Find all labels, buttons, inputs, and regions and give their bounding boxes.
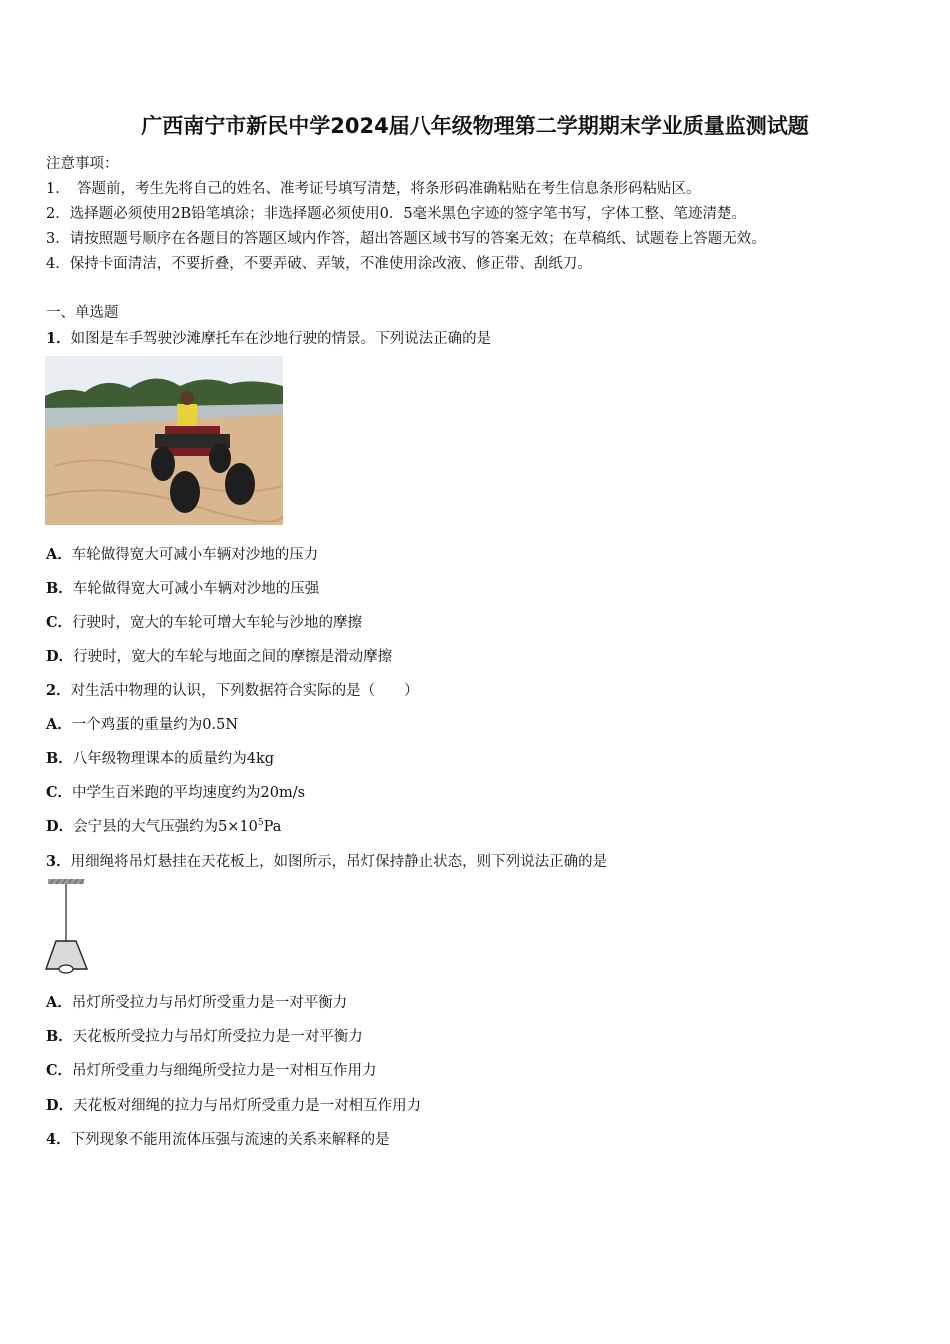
q2-option-d: D．会宁县的大气压强约为$5\times 10^5Pa$ xyxy=(46,818,282,835)
question-3 xyxy=(46,850,607,871)
question-text: 下列现象不能用流体压强与流速的关系来解释的是 xyxy=(70,1132,390,1148)
question-text: 如图是车手驾驶沙滩摩托车在沙地行驶的情景。下列说法正确的是 xyxy=(70,331,492,347)
question-2 xyxy=(46,679,419,700)
q1-option-b: B．车轮做得宽大可减小车辆对沙地的压强 xyxy=(46,580,320,597)
atv-on-beach-photo xyxy=(45,356,283,525)
q2-option-b: B．八年级物理课本的质量约为4kg xyxy=(46,750,275,767)
q1-option-a: A．车轮做得宽大可减小车辆对沙地的压力 xyxy=(46,546,319,563)
note-item-1: 1． 答题前，考生先将自己的姓名、准考证号填写清楚，将条形码准确粘贴在考生信息条形码粘贴区。 xyxy=(46,181,701,197)
q3-option-c: C．吊灯所受重力与细绳所受拉力是一对相互作用力 xyxy=(46,1062,377,1079)
page-title: 广西南宁市新民中学2024届八年级物理第二学期期末学业质量监测试题 xyxy=(141,114,809,138)
q1-option-d: D．行驶时，宽大的车轮与地面之间的摩擦是滑动摩擦 xyxy=(46,648,393,665)
question-text: 用细绳将吊灯悬挂在天花板上，如图所示，吊灯保持静止状态，则下列说法正确的是 xyxy=(70,854,608,870)
q1-option-c: C．行驶时，宽大的车轮可增大车轮与沙地的摩擦 xyxy=(46,614,363,631)
note-item-2: 2．选择题必须使用2B铅笔填涂；非选择题必须使用0．5毫米黑色字迹的签字笔书写，字体工整、笔迹清楚。 xyxy=(46,206,747,222)
question-number: 4． xyxy=(46,1131,71,1148)
q3-option-a: A．吊灯所受拉力与吊灯所受重力是一对平衡力 xyxy=(46,994,348,1011)
section-heading: 一、单选题 xyxy=(46,305,119,321)
q3-option-d: D．天花板对细绳的拉力与吊灯所受重力是一对相互作用力 xyxy=(46,1097,422,1114)
question-1 xyxy=(46,327,491,348)
question-4 xyxy=(46,1128,390,1149)
question-number: 3． xyxy=(46,853,71,870)
hanging-lamp-figure xyxy=(44,879,90,975)
note-item-3: 3．请按照题号顺序在各题目的答题区域内作答，超出答题区域书写的答案无效；在草稿纸、试题卷上答题无效。 xyxy=(46,231,766,247)
note-item-4: 4．保持卡面清洁，不要折叠，不要弄破、弄皱，不准使用涂改液、修正带、刮纸刀。 xyxy=(46,256,592,272)
question-text: 对生活中物理的认识，下列数据符合实际的是（ ） xyxy=(70,683,419,699)
notes-heading: 注意事项： xyxy=(46,156,119,172)
q2-option-c: C．中学生百米跑的平均速度约为20m/s xyxy=(46,784,306,801)
question-number: 1． xyxy=(46,330,71,347)
question-number: 2． xyxy=(46,682,71,699)
q3-option-b: B．天花板所受拉力与吊灯所受拉力是一对平衡力 xyxy=(46,1028,363,1045)
q2-option-a: A．一个鸡蛋的重量约为0.5N xyxy=(46,716,239,733)
